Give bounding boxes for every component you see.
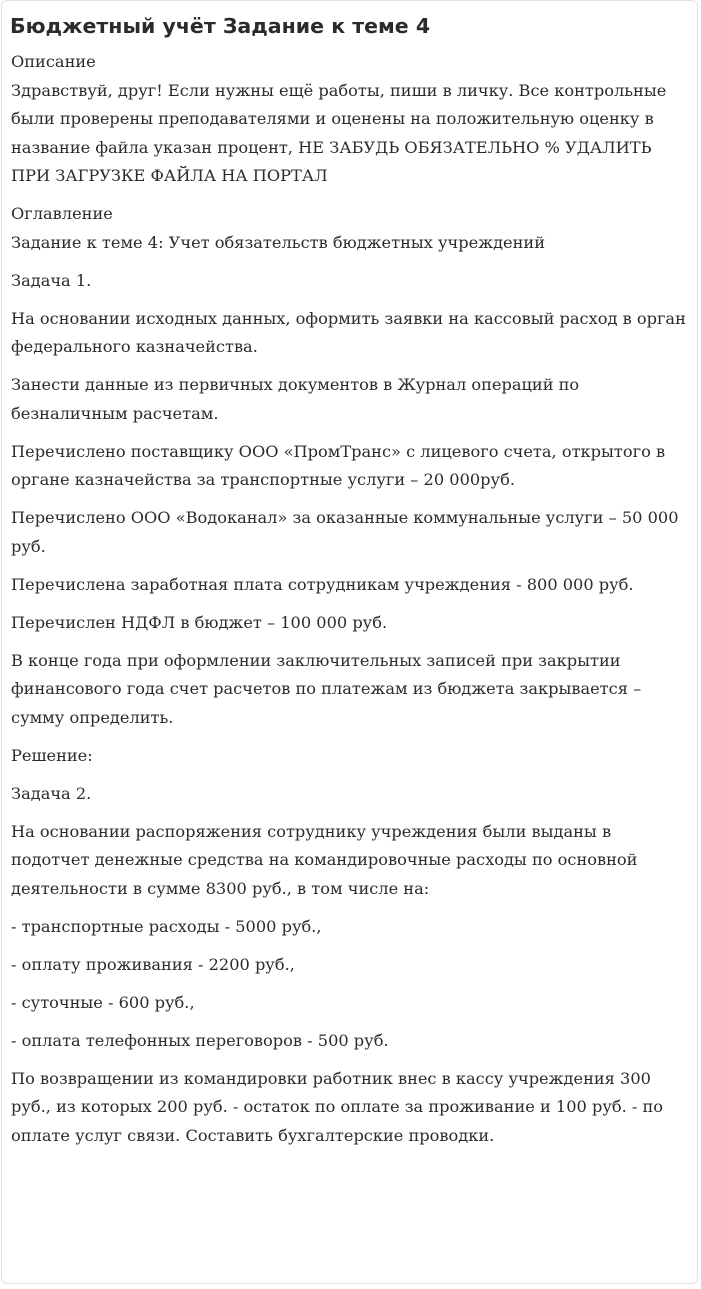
task1-paragraph: Перечислена заработная плата сотрудникам учреждения - 800 000 руб. (11, 574, 634, 594)
task2-list-item: - оплата телефонных переговоров - 500 руб. (11, 1030, 389, 1050)
task1-solution-label: Решение: (11, 745, 93, 765)
task1-paragraph: Перечислено ООО «Водоканал» за оказанные коммунальные услуги – 50 000 руб. (11, 508, 679, 556)
document-card (1, 0, 698, 1284)
task1-paragraph: Перечислено поставщику ООО «ПромТранс» с лицевого счета, открытого в органе казначейства за транспортные услуги – 20 000руб. (11, 441, 666, 489)
document-content (11, 48, 693, 1160)
task1-paragraph: На основании исходных данных, оформить заявки на кассовый расход в орган федерального казначейства. (11, 308, 686, 356)
task2-list-item: - транспортные расходы - 5000 руб., (11, 916, 322, 936)
task1-title: Задача 1. (11, 270, 92, 290)
task2-list-item: - оплату проживания - 2200 руб., (11, 954, 295, 974)
toc-heading: Задание к теме 4: Учет обязательств бюджетных учреждений (11, 232, 545, 252)
page-title: Бюджетный учёт Задание к теме 4 (10, 14, 431, 38)
task1-paragraph: Занести данные из первичных документов в Журнал операций по безналичным расчетам. (11, 375, 580, 423)
task1-paragraph: Перечислен НДФЛ в бюджет – 100 000 руб. (11, 612, 388, 632)
toc-label: Оглавление (11, 204, 113, 223)
task2-list-item: - суточные - 600 руб., (11, 992, 195, 1012)
task2-title: Задача 2. (11, 783, 92, 803)
task1-paragraph: В конце года при оформлении заключительных записей при закрытии финансового года счет расчетов по платежам из бюджета закрывается – сумму определить. (11, 650, 642, 727)
description-label: Описание (11, 52, 96, 71)
task2-paragraph: По возвращении из командировки работник внес в кассу учреждения 300 руб., из которых 200 руб. - остаток по оплате за проживание и 100 руб. - по оплате услуг связи. Составить бухгалтерские проводки. (11, 1068, 664, 1145)
description-text: Здравствуй, друг! Если нужны ещё работы, пиши в личку. Все контрольные были проверены преподавателями и оценены на положительную оценку в название файла указан процент, НЕ ЗАБУДЬ ОБЯЗАТЕЛЬНО % УДАЛИТЬ ПРИ ЗАГРУЗКЕ ФАЙЛА НА ПОРТАЛ (11, 80, 667, 185)
task2-paragraph: На основании распоряжения сотруднику учреждения были выданы в подотчет денежные средства на командировочные расходы по основной деятельности в сумме 8300 руб., в том числе на: (11, 821, 638, 898)
